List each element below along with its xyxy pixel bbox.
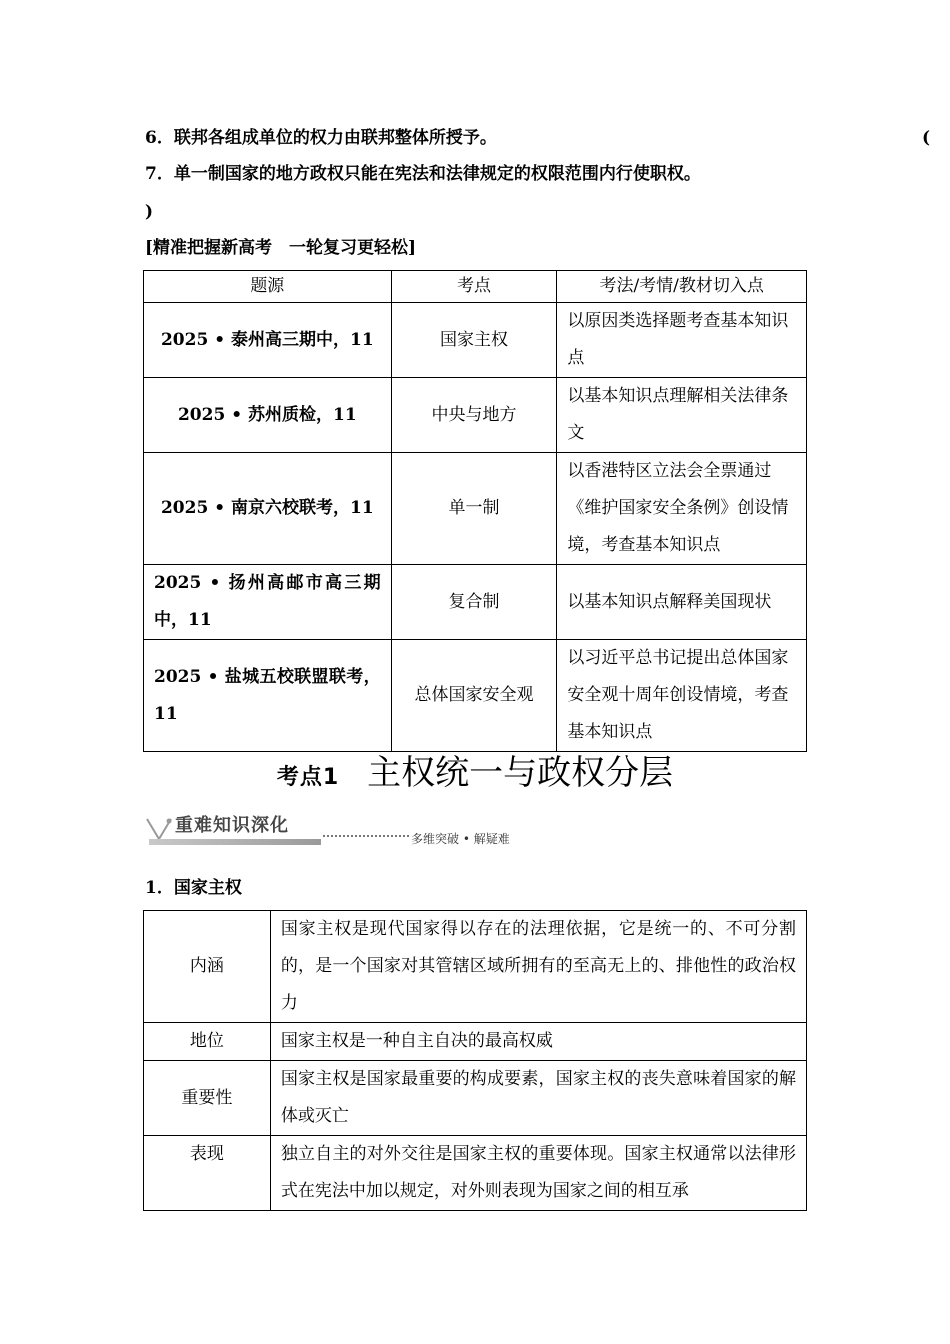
angle-cell: 以原因类选择题考查基本知识点 xyxy=(557,303,807,378)
angle-cell: 以基本知识点理解相关法律条文 xyxy=(557,378,807,453)
table-row xyxy=(144,378,807,453)
exam-source-table xyxy=(143,270,807,752)
header-cell-source: 题源 xyxy=(144,271,392,303)
knowledge-banner xyxy=(145,813,535,851)
header-cell-angle: 考法/考情/教材切入点 xyxy=(557,271,807,303)
table-row xyxy=(144,1061,807,1136)
source-cell: 2025 • 苏州质检，11 xyxy=(144,378,392,453)
angle-cell: 以基本知识点解释美国现状 xyxy=(557,565,807,640)
source-cell: 2025 • 南京六校联考，11 xyxy=(144,453,392,565)
question-7: 7．单一制国家的地方政权只能在宪法和法律规定的权限范围内行使职权。 xyxy=(145,164,701,184)
triangle-check-icon xyxy=(145,815,175,841)
angle-cell: 以习近平总书记提出总体国家安全观十周年创设情境，考查基本知识点 xyxy=(557,640,807,752)
answer-paren-close: ) xyxy=(145,202,154,222)
source-cell: 2025 • 泰州高三期中，11 xyxy=(144,303,392,378)
source-cell: 2025 • 盐城五校联盟联考，11 xyxy=(144,640,392,752)
question-6: 6．联邦各组成单位的权力由联邦整体所授予。 xyxy=(145,128,497,148)
row-value: 国家主权是现代国家得以存在的法理依据，它是统一的、不可分割的，是一个国家对其管辖区域所拥有的至高无上的、排他性的政治权力 xyxy=(270,911,806,1023)
section-title xyxy=(0,745,950,794)
section-name: 主权统一与政权分层 xyxy=(367,753,674,793)
point-cell: 国家主权 xyxy=(391,303,557,378)
source-cell: 2025 • 扬州高邮市高三期中，11 xyxy=(144,565,392,640)
banner-subtitle: 多维突破 • 解疑难 xyxy=(411,832,510,846)
section-note: [精准把握新高考 一轮复习更轻松] xyxy=(145,238,417,258)
point-cell: 中央与地方 xyxy=(391,378,557,453)
row-value: 国家主权是一种自主自决的最高权威 xyxy=(270,1023,806,1061)
row-key: 表现 xyxy=(144,1136,271,1211)
banner-dotted-leader xyxy=(323,835,409,837)
angle-cell: 以香港特区立法会全票通过《维护国家安全条例》创设情境，考查基本知识点 xyxy=(557,453,807,565)
table-row xyxy=(144,565,807,640)
table-row xyxy=(144,1023,807,1061)
topic-heading: 1．国家主权 xyxy=(145,878,242,898)
row-value: 独立自主的对外交往是国家主权的重要体现。国家主权通常以法律形式在宪法中加以规定，对外则表现为国家之间的相互承 xyxy=(270,1136,806,1211)
table-row xyxy=(144,303,807,378)
table-row xyxy=(144,1136,807,1211)
sovereignty-table xyxy=(143,910,807,1211)
table-row xyxy=(144,640,807,752)
table-row xyxy=(144,911,807,1023)
point-cell: 单一制 xyxy=(391,453,557,565)
table-header-row xyxy=(144,271,807,303)
point-cell: 总体国家安全观 xyxy=(391,640,557,752)
row-value: 国家主权是国家最重要的构成要素，国家主权的丧失意味着国家的解体或灭亡 xyxy=(270,1061,806,1136)
row-key: 重要性 xyxy=(144,1061,271,1136)
header-cell-point: 考点 xyxy=(391,271,557,303)
row-key: 内涵 xyxy=(144,911,271,1023)
banner-underline xyxy=(149,839,321,845)
row-key: 地位 xyxy=(144,1023,271,1061)
point-cell: 复合制 xyxy=(391,565,557,640)
table-row xyxy=(144,453,807,565)
answer-paren-open: ( xyxy=(922,128,931,148)
section-number: 考点1 xyxy=(276,765,340,790)
banner-title: 重难知识深化 xyxy=(175,815,289,836)
